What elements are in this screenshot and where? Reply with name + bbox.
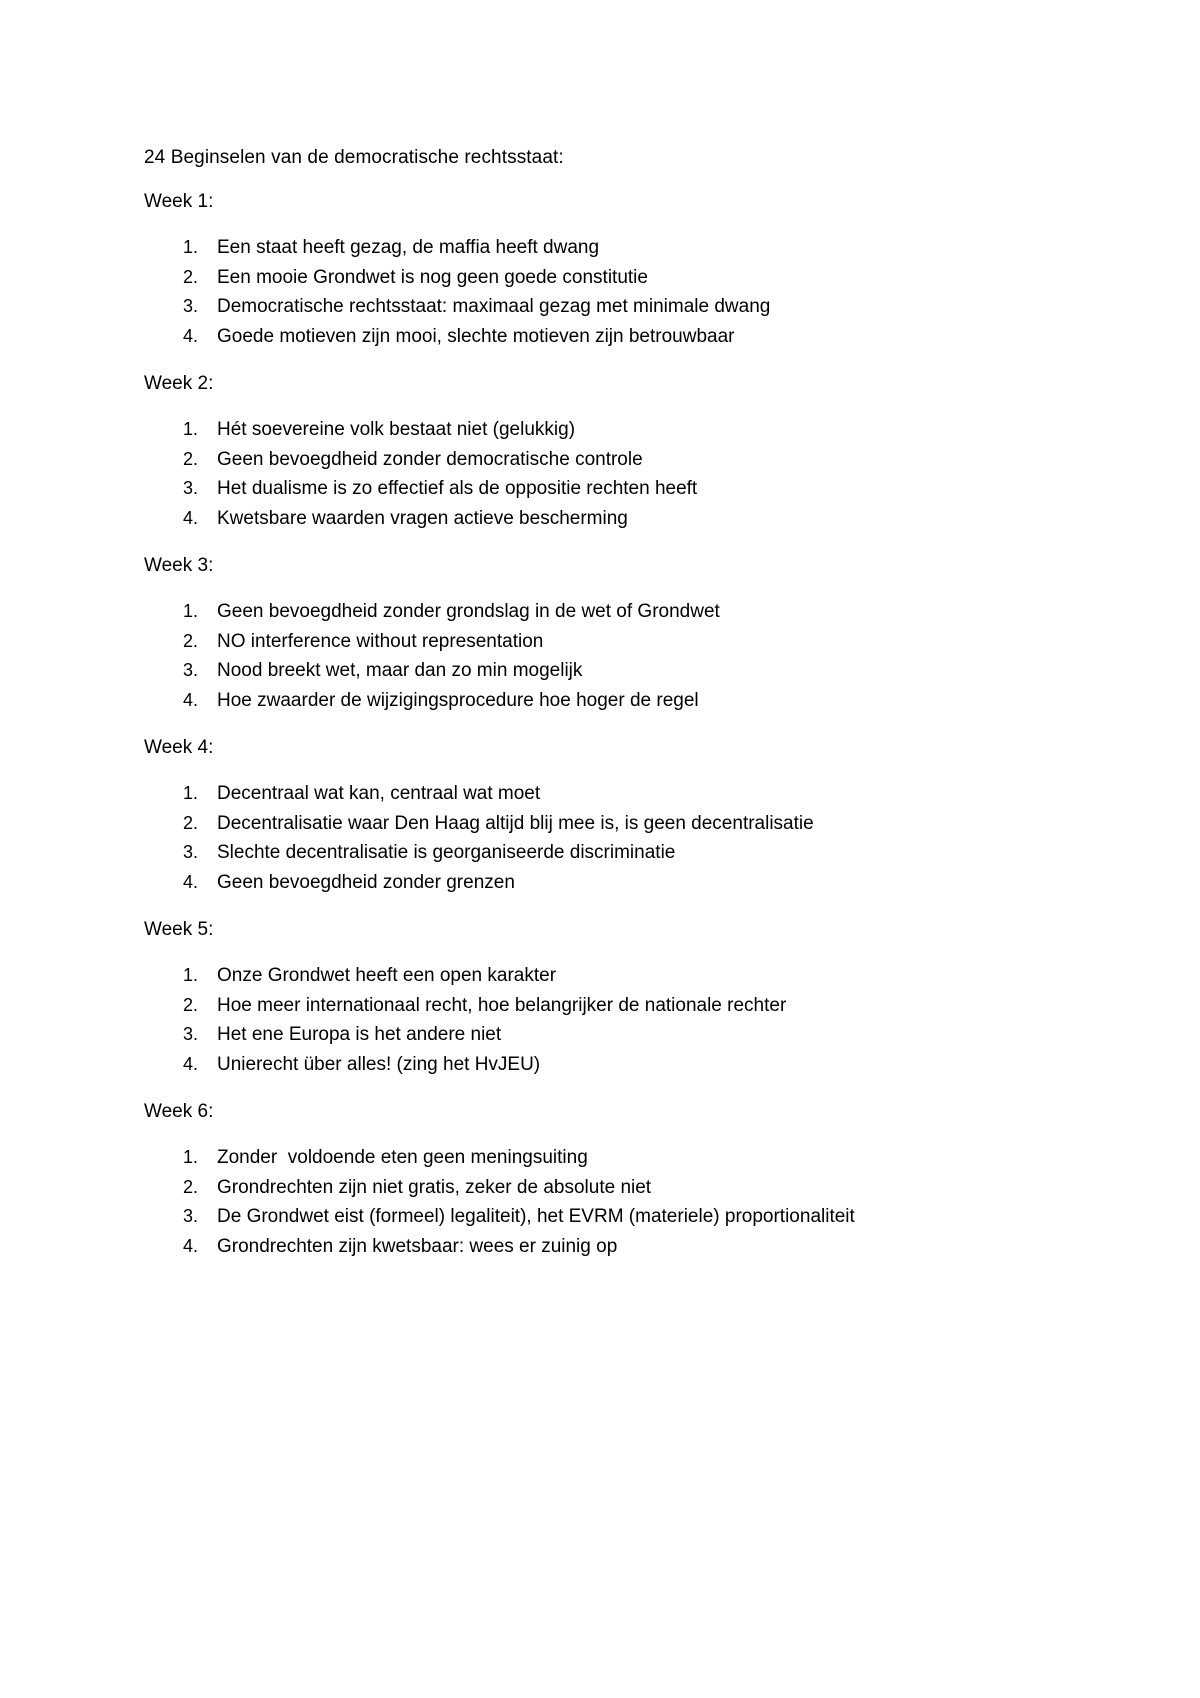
list-item — [144, 597, 1064, 627]
week-section-1 — [144, 190, 1064, 351]
list-item-number: 4. — [183, 507, 199, 528]
principle-list-week-4 — [144, 779, 1064, 897]
list-item — [144, 1173, 1064, 1203]
list-item-text: Het dualisme is zo effectief als de oppositie rechten heeft — [217, 478, 698, 499]
list-item-text: Grondrechten zijn niet gratis, zeker de absolute niet — [217, 1176, 652, 1198]
list-item — [144, 504, 1064, 534]
list-item — [144, 263, 1064, 293]
list-item — [144, 292, 1064, 322]
week-heading-5: Week 5: — [144, 919, 214, 940]
week-section-4 — [144, 736, 1064, 897]
list-item-text: Goede motieven zijn mooi, slechte motieven zijn betrouwbaar — [217, 325, 735, 347]
list-item-number: 4. — [183, 689, 199, 710]
list-item-number: 2. — [183, 812, 199, 833]
principle-list-week-3 — [144, 597, 1064, 715]
list-item-text: Democratische rechtsstaat: maximaal gezag met minimale dwang — [217, 296, 771, 317]
week-heading-6: Week 6: — [144, 1101, 214, 1122]
list-item-number: 1. — [183, 419, 199, 439]
list-item-text: Unierecht über alles! (zing het HvJEU) — [217, 1053, 541, 1075]
list-item-text: Geen bevoegdheid zonder grondslag in de wet of Grondwet — [217, 601, 720, 622]
document-page — [144, 146, 1064, 1282]
list-item — [144, 1143, 1064, 1173]
principle-list-week-1 — [144, 233, 1064, 351]
list-item-text: Het ene Europa is het andere niet — [217, 1024, 502, 1045]
week-heading-3: Week 3: — [144, 555, 214, 576]
list-item — [144, 233, 1064, 263]
list-item-number: 2. — [183, 994, 199, 1015]
list-item — [144, 961, 1064, 991]
list-item-number: 2. — [183, 1176, 199, 1197]
week-section-6 — [144, 1100, 1064, 1261]
list-item — [144, 838, 1064, 868]
list-item — [144, 991, 1064, 1021]
list-item — [144, 322, 1064, 352]
list-item-text: Grondrechten zijn kwetsbaar: wees er zuinig op — [217, 1235, 618, 1257]
list-item-number: 3. — [183, 842, 199, 862]
week-heading-1: Week 1: — [144, 191, 214, 212]
list-item-text: Decentraal wat kan, centraal wat moet — [217, 783, 541, 804]
list-item-number: 4. — [183, 1053, 199, 1074]
list-item-number: 3. — [183, 1206, 199, 1226]
list-item-number: 3. — [183, 296, 199, 316]
list-item-number: 3. — [183, 1024, 199, 1044]
list-item-text: Hoe zwaarder de wijzigingsprocedure hoe hoger de regel — [217, 689, 699, 711]
list-item — [144, 627, 1064, 657]
list-item-number: 1. — [183, 783, 199, 803]
list-item-text: Onze Grondwet heeft een open karakter — [217, 965, 557, 986]
list-item — [144, 1050, 1064, 1080]
list-item-text: Kwetsbare waarden vragen actieve bescherming — [217, 507, 628, 529]
list-item-number: 1. — [183, 965, 199, 985]
list-item-text: Geen bevoegdheid zonder grenzen — [217, 871, 515, 893]
list-item — [144, 809, 1064, 839]
list-item — [144, 686, 1064, 716]
week-section-2 — [144, 372, 1064, 533]
list-item — [144, 656, 1064, 686]
list-item — [144, 1232, 1064, 1262]
list-item-text: Slechte decentralisatie is georganiseerde discriminatie — [217, 842, 676, 863]
list-item-number: 1. — [183, 601, 199, 621]
week-section-3 — [144, 554, 1064, 715]
list-item — [144, 868, 1064, 898]
list-item-number: 4. — [183, 1235, 199, 1256]
list-item-text: Een mooie Grondwet is nog geen goede constitutie — [217, 266, 648, 288]
list-item-number: 3. — [183, 660, 199, 680]
list-item-text: Nood breekt wet, maar dan zo min mogelijk — [217, 660, 583, 681]
list-item-text: NO interference without representation — [217, 630, 544, 652]
list-item — [144, 445, 1064, 475]
document-title: 24 Beginselen van de democratische rechtsstaat: — [144, 147, 564, 168]
list-item-text: Hoe meer internationaal recht, hoe belangrijker de nationale rechter — [217, 994, 787, 1016]
list-item-number: 1. — [183, 1147, 199, 1167]
week-heading-2: Week 2: — [144, 373, 214, 394]
list-item — [144, 415, 1064, 445]
list-item-number: 2. — [183, 630, 199, 651]
list-item-number: 3. — [183, 478, 199, 498]
principle-list-week-2 — [144, 415, 1064, 533]
list-item-text: Zonder voldoende eten geen meningsuiting — [217, 1147, 588, 1168]
principle-list-week-6 — [144, 1143, 1064, 1261]
list-item-text: Een staat heeft gezag, de maffia heeft dwang — [217, 237, 600, 258]
list-item-text: Decentralisatie waar Den Haag altijd blij mee is, is geen decentralisatie — [217, 812, 814, 834]
list-item-text: Hét soevereine volk bestaat niet (gelukkig) — [217, 419, 576, 440]
list-item — [144, 779, 1064, 809]
list-item-number: 2. — [183, 266, 199, 287]
principle-list-week-5 — [144, 961, 1064, 1079]
list-item — [144, 474, 1064, 504]
list-item-text: De Grondwet eist (formeel) legaliteit), het EVRM (materiele) proportionaliteit — [217, 1206, 855, 1227]
list-item-number: 2. — [183, 448, 199, 469]
list-item — [144, 1020, 1064, 1050]
list-item-number: 4. — [183, 325, 199, 346]
list-item — [144, 1202, 1064, 1232]
week-heading-4: Week 4: — [144, 737, 214, 758]
list-item-text: Geen bevoegdheid zonder democratische controle — [217, 448, 643, 470]
week-section-5 — [144, 918, 1064, 1079]
list-item-number: 4. — [183, 871, 199, 892]
list-item-number: 1. — [183, 237, 199, 257]
